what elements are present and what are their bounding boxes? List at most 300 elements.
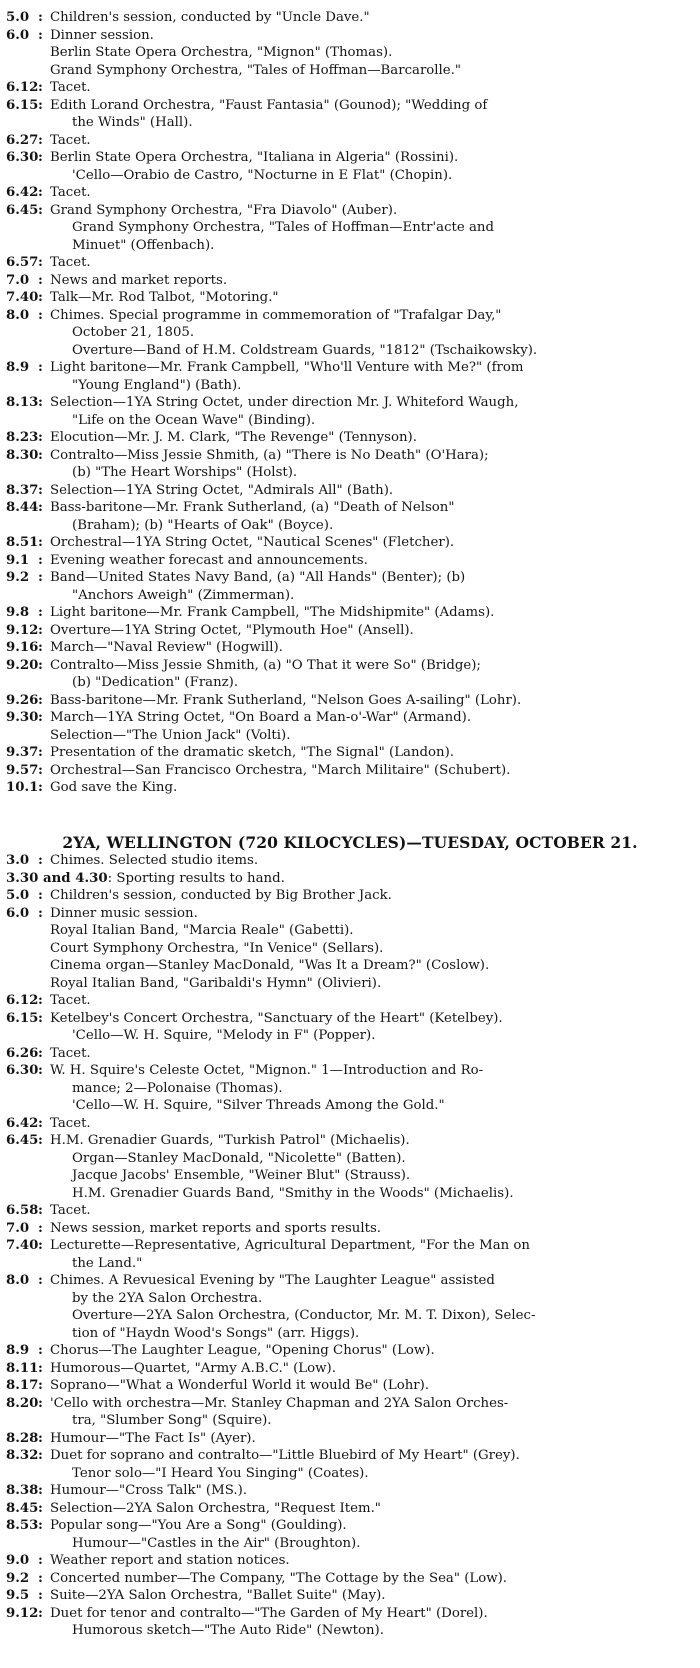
entry-colon: :	[38, 552, 43, 568]
entry-colon: :	[38, 430, 43, 445]
entry-text: Berlin State Opera Orchestra, "Mignon" (Thomas).	[50, 45, 393, 60]
programme-entry	[0, 132, 700, 150]
entry-lines	[50, 307, 700, 360]
programme-entry	[0, 1587, 700, 1605]
entry-time: 6.15	[6, 97, 39, 113]
programme-entry	[0, 429, 700, 447]
programme-entry	[0, 992, 700, 1010]
entry-lines	[50, 1062, 700, 1115]
entry-colon: :	[38, 1273, 43, 1288]
entry-colon: :	[38, 1448, 43, 1463]
programme-entry	[0, 1237, 700, 1272]
entry-lines	[50, 1237, 700, 1272]
programme-entry	[0, 1010, 700, 1045]
programme-entry	[0, 1377, 700, 1395]
entry-time: 8.53	[6, 1518, 39, 1533]
entry-text: mance; 2—Polonaise (Thomas).	[72, 1080, 283, 1096]
entry-text: Selection—1YA String Octet, under direction Mr. J. Whiteford Waugh,	[50, 395, 519, 410]
programme-entry	[0, 1342, 700, 1360]
entry-colon: :	[38, 1518, 43, 1533]
programme-entry	[0, 1430, 700, 1448]
entry-colon: :	[38, 1343, 43, 1358]
entry-text: the Winds" (Hall).	[72, 115, 193, 130]
entry-lines	[50, 709, 700, 744]
entry-lines	[50, 79, 700, 97]
entry-text: Elocution—Mr. J. M. Clark, "The Revenge" (Tennyson).	[50, 430, 417, 445]
entry-lines	[50, 1220, 700, 1238]
entry-text: Orchestral—1YA String Octet, "Nautical Scenes" (Fletcher).	[50, 535, 455, 550]
entry-text: Talk—Mr. Rod Talbot, "Motoring."	[50, 290, 279, 305]
entry-text: News session, market reports and sports results.	[50, 1220, 382, 1236]
entry-text: "Anchors Aweigh" (Zimmerman).	[72, 587, 295, 603]
entry-lines	[50, 905, 700, 993]
entry-time: 8.23	[6, 430, 39, 445]
entry-text: Lecturette—Representative, Agricultural Department, "For the Man on	[50, 1238, 530, 1253]
entry-text: Jacque Jacobs' Ensemble, "Weiner Blut" (Strauss).	[72, 1168, 411, 1183]
programme-entry	[0, 359, 700, 394]
programme-entry	[0, 447, 700, 482]
entry-time: 9.0	[6, 1553, 30, 1568]
entry-colon: :	[38, 97, 43, 113]
entry-colon: :	[38, 888, 43, 903]
programme-entry	[0, 1220, 700, 1238]
entry-colon: :	[38, 853, 43, 868]
entry-time: 8.45	[6, 1500, 39, 1516]
entry-time: 8.30	[6, 447, 39, 463]
entry-lines	[50, 27, 700, 80]
entry-text: Duet for soprano and contralto—"Little Bluebird of My Heart" (Grey).	[50, 1448, 520, 1463]
entry-text: October 21, 1805.	[72, 325, 195, 340]
programme-section-2ya	[0, 852, 700, 1640]
entry-text: Light baritone—Mr. Frank Campbell, "The Midshipmite" (Adams).	[50, 605, 495, 620]
entry-time: 9.2	[6, 570, 30, 585]
entry-colon: :	[38, 1360, 43, 1376]
entry-lines	[50, 97, 700, 132]
entry-lines	[50, 762, 700, 780]
entry-text: Selection—1YA String Octet, "Admirals All" (Bath).	[50, 482, 394, 498]
entry-text: Weather report and station notices.	[50, 1553, 290, 1568]
entry-lines	[50, 1395, 700, 1430]
programme-entry	[0, 272, 700, 290]
entry-lines	[50, 1115, 700, 1133]
entry-text: Berlin State Opera Orchestra, "Italiana in Algeria" (Rossini).	[50, 150, 459, 165]
programme-entry	[0, 1062, 700, 1115]
entry-time: 6.58	[6, 1203, 39, 1218]
entry-text: Selection—2YA Salon Orchestra, "Request Item."	[50, 1500, 381, 1516]
entry-lines	[50, 289, 700, 307]
entry-time: 6.15	[6, 1010, 39, 1026]
entry-time: 6.30	[6, 1063, 39, 1078]
entry-time: 10.1	[6, 780, 39, 795]
entry-lines	[50, 779, 700, 797]
entry-text: Royal Italian Band, "Garibaldi's Hymn" (Olivieri).	[50, 975, 382, 991]
programme-entry	[0, 1570, 700, 1588]
entry-text: March—1YA String Octet, "On Board a Man-o'-War" (Armand).	[50, 710, 472, 725]
entry-lines	[50, 534, 700, 552]
entry-text: Bass-baritone—Mr. Frank Sutherland, (a) "Death of Nelson"	[50, 500, 455, 515]
entry-colon: :	[38, 1115, 43, 1131]
entry-colon: :	[38, 605, 43, 620]
entry-text: Duet for tenor and contralto—"The Garden of My Heart" (Dorel).	[50, 1605, 488, 1621]
entry-colon: :	[38, 1588, 43, 1603]
entry-text: the Land."	[72, 1255, 143, 1271]
entry-time: 9.30	[6, 710, 39, 725]
entry-time: 8.28	[6, 1430, 39, 1446]
programme-entry	[0, 744, 700, 762]
entry-colon: :	[38, 1500, 43, 1516]
entry-text: Ketelbey's Concert Orchestra, "Sanctuary of the Heart" (Ketelbey).	[50, 1010, 503, 1026]
programme-entry	[0, 482, 700, 500]
programme-entry	[0, 97, 700, 132]
programme-entry	[0, 79, 700, 97]
entry-text: Tacet.	[50, 132, 91, 148]
entry-lines	[50, 184, 700, 202]
entry-lines	[50, 1552, 700, 1570]
entry-text: Chimes. Selected studio items.	[50, 853, 259, 868]
entry-time: 6.30	[6, 150, 39, 165]
entry-text: Suite—2YA Salon Orchestra, "Ballet Suite" (May).	[50, 1588, 386, 1603]
entry-text: Grand Symphony Orchestra, "Fra Diavolo" (Auber).	[50, 202, 398, 218]
entry-time: 9.12	[6, 1605, 39, 1621]
entry-text: Organ—Stanley MacDonald, "Nicolette" (Batten).	[72, 1150, 406, 1166]
entry-lines	[50, 604, 700, 622]
entry-text: tra, "Slumber Song" (Squire).	[72, 1413, 272, 1428]
entry-colon: :	[38, 1045, 43, 1061]
programme-entry	[0, 202, 700, 255]
entry-lines	[50, 1605, 700, 1640]
entry-text: Tacet.	[50, 1203, 91, 1218]
entry-text: Cinema organ—Stanley MacDonald, "Was It a Dream?" (Coslow).	[50, 958, 490, 973]
entry-lines	[50, 202, 700, 255]
entry-text: (b) "Dedication" (Franz).	[72, 675, 239, 690]
entry-text: Humour—"Castles in the Air" (Broughton).	[72, 1535, 361, 1551]
programme-entry	[0, 184, 700, 202]
entry-colon: :	[38, 640, 43, 655]
entry-colon: :	[38, 710, 43, 725]
entry-time: 8.0	[6, 307, 30, 323]
entry-lines	[50, 1482, 700, 1500]
entry-text: H.M. Grenadier Guards Band, "Smithy in the Woods" (Michaelis).	[72, 1185, 514, 1201]
entry-time: 6.27	[6, 132, 39, 148]
programme-entry	[0, 149, 700, 184]
entry-colon: :	[38, 762, 43, 778]
entry-lines	[50, 569, 700, 604]
entry-text: Grand Symphony Orchestra, "Tales of Hoffman—Barcarolle."	[50, 62, 462, 78]
entry-text: Overture—1YA String Octet, "Plymouth Hoe" (Ansell).	[50, 622, 414, 638]
entry-lines	[50, 887, 700, 905]
entry-time: 6.0	[6, 905, 30, 921]
entry-text: Grand Symphony Orchestra, "Tales of Hoffman—Entr'acte and	[72, 220, 494, 235]
entry-text: Humorous—Quartet, "Army A.B.C." (Low).	[50, 1360, 336, 1376]
entry-colon: :	[38, 1553, 43, 1568]
entry-time: 9.8	[6, 605, 30, 620]
entry-colon: :	[38, 447, 43, 463]
programme-entry	[0, 1132, 700, 1202]
entry-text: 'Cello—Orabio de Castro, "Nocturne in E Flat" (Chopin).	[72, 167, 453, 183]
programme-section-1ya	[0, 9, 700, 797]
entry-lines	[50, 1272, 700, 1342]
entry-time: 8.20	[6, 1395, 39, 1411]
entry-colon: :	[38, 482, 43, 498]
entry-text: Tacet.	[50, 255, 91, 270]
entry-time: 8.32	[6, 1448, 39, 1463]
programme-entry	[0, 852, 700, 870]
entry-time: 6.42	[6, 185, 39, 200]
entry-text: Bass-baritone—Mr. Frank Sutherland, "Nelson Goes A-sailing" (Lohr).	[50, 692, 522, 708]
entry-lines	[50, 272, 700, 290]
entry-time: 9.1	[6, 552, 30, 568]
entry-time: 6.57	[6, 255, 39, 270]
programme-entry	[0, 307, 700, 360]
entry-text: Tenor solo—"I Heard You Singing" (Coates).	[72, 1465, 369, 1481]
entry-text: Overture—Band of H.M. Coldstream Guards, "1812" (Tschaikowsky).	[72, 342, 538, 358]
entry-lines	[50, 692, 700, 710]
entry-text: "Young England") (Bath).	[72, 377, 242, 393]
entry-text: 'Cello—W. H. Squire, "Silver Threads Among the Gold."	[72, 1098, 445, 1113]
entry-colon: :	[38, 535, 43, 550]
programme-entry	[0, 692, 700, 710]
entry-text: Tacet.	[50, 185, 91, 200]
programme-entry	[0, 1552, 700, 1570]
entry-colon: :	[38, 622, 43, 638]
entry-text: (b) "The Heart Worships" (Holst).	[72, 465, 298, 480]
entry-colon: :	[38, 1395, 43, 1411]
entry-colon: :	[38, 780, 43, 795]
entry-lines	[50, 9, 700, 27]
entry-time: 6.45	[6, 1133, 39, 1148]
entry-text: H.M. Grenadier Guards, "Turkish Patrol" (Michaelis).	[50, 1133, 410, 1148]
entry-text: Humour—"The Fact Is" (Ayer).	[50, 1430, 256, 1446]
entry-colon: :	[38, 1378, 43, 1393]
entry-text: Band—United States Navy Band, (a) "All Hands" (Benter); (b)	[50, 570, 466, 585]
entry-text: Court Symphony Orchestra, "In Venice" (Sellars).	[50, 940, 384, 956]
entry-time: 9.26	[6, 692, 39, 708]
entry-colon: :	[38, 1010, 43, 1026]
entry-text: Dinner music session.	[50, 905, 198, 921]
entry-colon: :	[38, 570, 43, 585]
entry-text: Children's session, conducted by "Uncle Dave."	[50, 10, 370, 25]
entry-time: 6.26	[6, 1045, 39, 1061]
entry-lines	[50, 639, 700, 657]
programme-entry	[0, 1605, 700, 1640]
entry-time: 8.9	[6, 360, 30, 375]
entry-lines	[50, 1202, 700, 1220]
entry-colon: :	[38, 185, 43, 200]
programme-entry	[0, 887, 700, 905]
programme-entry	[0, 569, 700, 604]
entry-time: 5.0	[6, 888, 30, 903]
entry-text: Light baritone—Mr. Frank Campbell, "Who'll Venture with Me?" (from	[50, 360, 524, 375]
programme-entry	[0, 1115, 700, 1133]
entry-time: 3.0	[6, 853, 30, 868]
entry-time: 9.5	[6, 1588, 30, 1603]
entry-lines	[50, 1342, 700, 1360]
entry-colon: :	[38, 27, 43, 43]
entry-text: Children's session, conducted by Big Brother Jack.	[50, 888, 392, 903]
entry-time: 6.0	[6, 27, 30, 43]
entry-colon: :	[38, 1063, 43, 1078]
programme-entry	[0, 394, 700, 429]
entry-text: Presentation of the dramatic sketch, "The Signal" (Landon).	[50, 745, 455, 760]
entry-colon: :	[38, 10, 43, 25]
entry-colon: :	[38, 1133, 43, 1148]
programme-entry	[0, 499, 700, 534]
programme-entry	[0, 254, 700, 272]
entry-colon: :	[38, 202, 43, 218]
entry-text: Chimes. Special programme in commemoration of "Trafalgar Day,"	[50, 307, 502, 323]
entry-time: 6.12	[6, 80, 39, 95]
programme-entry	[0, 289, 700, 307]
entry-text: Orchestral—San Francisco Orchestra, "March Militaire" (Schubert).	[50, 762, 511, 778]
entry-time: 9.57	[6, 762, 39, 778]
entry-text: News and market reports.	[50, 272, 228, 288]
entry-text: God save the King.	[50, 780, 178, 795]
entry-text: Humorous sketch—"The Auto Ride" (Newton).	[72, 1623, 384, 1638]
entry-text: Chorus—The Laughter League, "Opening Chorus" (Low).	[50, 1343, 435, 1358]
entry-lines	[50, 992, 700, 1010]
entry-lines	[50, 447, 700, 482]
entry-time: 8.9	[6, 1343, 30, 1358]
programme-entry	[0, 657, 700, 692]
entry-colon: :	[38, 150, 43, 165]
entry-lines	[50, 1377, 700, 1395]
entry-text: Humour—"Cross Talk" (MS.).	[50, 1483, 248, 1498]
entry-colon: :	[38, 1430, 43, 1446]
programme-entry	[0, 1360, 700, 1378]
programme-entry	[0, 779, 700, 797]
programme-entry	[0, 1447, 700, 1482]
entry-text: Selection—"The Union Jack" (Volti).	[50, 727, 291, 743]
entry-text: Overture—2YA Salon Orchestra, (Conductor, Mr. M. T. Dixon), Selec-	[72, 1308, 536, 1323]
entry-time: 9.2	[6, 1570, 30, 1586]
entry-time: 7.40	[6, 1238, 39, 1253]
entry-colon: :	[38, 657, 43, 673]
entry-lines	[50, 254, 700, 272]
entry-time: 6.12	[6, 993, 39, 1008]
entry-colon: :	[38, 745, 43, 760]
entry-time: 7.40	[6, 290, 39, 305]
entry-colon: :	[38, 272, 43, 288]
entry-time: 8.11	[6, 1360, 39, 1376]
entry-colon: :	[38, 132, 43, 148]
programme-entry: 3.30 and 4.30: Sporting results to hand.	[6, 870, 285, 886]
programme-entry	[0, 1395, 700, 1430]
entry-colon: :	[38, 1220, 43, 1236]
entry-text: Soprano—"What a Wonderful World it would Be" (Lohr).	[50, 1378, 430, 1393]
entry-lines	[50, 149, 700, 184]
entry-colon: :	[38, 307, 43, 323]
entry-lines	[50, 852, 700, 870]
entry-text: by the 2YA Salon Orchestra.	[72, 1290, 263, 1306]
entry-text: 'Cello—W. H. Squire, "Melody in F" (Popper).	[72, 1028, 376, 1043]
entry-text: Tacet.	[50, 80, 91, 95]
programme-entry	[0, 905, 700, 993]
programme-entry	[0, 709, 700, 744]
entry-text: Popular song—"You Are a Song" (Goulding).	[50, 1518, 347, 1533]
entry-text: Minuet" (Offenbach).	[72, 237, 215, 253]
entry-time: 8.37	[6, 482, 39, 498]
entry-colon: :	[38, 80, 43, 95]
entry-text: 'Cello with orchestra—Mr. Stanley Chapman and 2YA Salon Orches-	[50, 1395, 509, 1411]
entry-lines	[50, 1500, 700, 1518]
entry-time: 8.38	[6, 1483, 39, 1498]
entry-time: 5.0	[6, 10, 30, 25]
entry-time: 7.0	[6, 272, 30, 288]
entry-lines	[50, 429, 700, 447]
entry-text: Evening weather forecast and announcements.	[50, 552, 368, 568]
programme-entry	[0, 604, 700, 622]
programme-entry	[0, 622, 700, 640]
entry-time: 8.0	[6, 1273, 30, 1288]
entry-lines	[50, 1570, 700, 1588]
entry-text: Sporting results to hand.	[116, 870, 285, 886]
entry-lines	[50, 622, 700, 640]
entry-lines	[50, 657, 700, 692]
entry-time: 8.51	[6, 535, 39, 550]
entry-text: Contralto—Miss Jessie Shmith, (a) "O That it were So" (Bridge);	[50, 657, 481, 673]
entry-time: 7.0	[6, 1220, 30, 1236]
entry-time: 3.30 and 4.30	[6, 870, 108, 886]
entry-text: tion of "Haydn Wood's Songs" (arr. Higgs).	[72, 1325, 360, 1341]
entry-text: Chimes. A Revuesical Evening by "The Laughter League" assisted	[50, 1273, 495, 1288]
entry-lines	[50, 744, 700, 762]
entry-colon: :	[38, 905, 43, 921]
entry-lines	[50, 1045, 700, 1063]
programme-entry	[0, 1202, 700, 1220]
entry-text: March—"Naval Review" (Hogwill).	[50, 640, 283, 655]
entry-colon: :	[38, 500, 43, 515]
entry-colon: :	[38, 360, 43, 375]
entry-text: Contralto—Miss Jessie Shmith, (a) "There is No Death" (O'Hara);	[50, 447, 489, 463]
entry-lines	[50, 552, 700, 570]
programme-entry	[0, 1500, 700, 1518]
entry-text: Royal Italian Band, "Marcia Reale" (Gabetti).	[50, 923, 354, 938]
entry-lines	[50, 1430, 700, 1448]
entry-lines	[50, 1447, 700, 1482]
entry-lines	[50, 1517, 700, 1552]
entry-colon: :	[38, 290, 43, 305]
entry-colon: :	[38, 1238, 43, 1253]
programme-entry	[0, 1517, 700, 1552]
entry-colon: :	[38, 1483, 43, 1498]
entry-colon: :	[38, 255, 43, 270]
entry-lines	[50, 499, 700, 534]
entry-lines	[50, 1360, 700, 1378]
entry-text: "Life on the Ocean Wave" (Binding).	[72, 412, 316, 428]
entry-time: 9.12	[6, 622, 39, 638]
entry-lines	[50, 132, 700, 150]
entry-lines	[50, 359, 700, 394]
entry-colon: :	[38, 993, 43, 1008]
programme-entry	[0, 534, 700, 552]
programme-entry	[0, 1272, 700, 1342]
entry-colon: :	[38, 692, 43, 708]
programme-entry	[0, 639, 700, 657]
programme-entry	[0, 27, 700, 80]
programme-entry	[0, 1045, 700, 1063]
entry-time: 8.44	[6, 500, 39, 515]
entry-colon: :	[38, 1570, 43, 1586]
entry-time: 9.20	[6, 657, 39, 673]
entry-colon: :	[38, 1203, 43, 1218]
entry-lines	[50, 394, 700, 429]
entry-text: Tacet.	[50, 1045, 91, 1061]
entry-time: 6.45	[6, 202, 39, 218]
entry-text: Tacet.	[50, 993, 91, 1008]
entry-time: 9.16	[6, 640, 39, 655]
entry-lines	[50, 482, 700, 500]
entry-text: Edith Lorand Orchestra, "Faust Fantasia" (Gounod); "Wedding of	[50, 97, 488, 113]
